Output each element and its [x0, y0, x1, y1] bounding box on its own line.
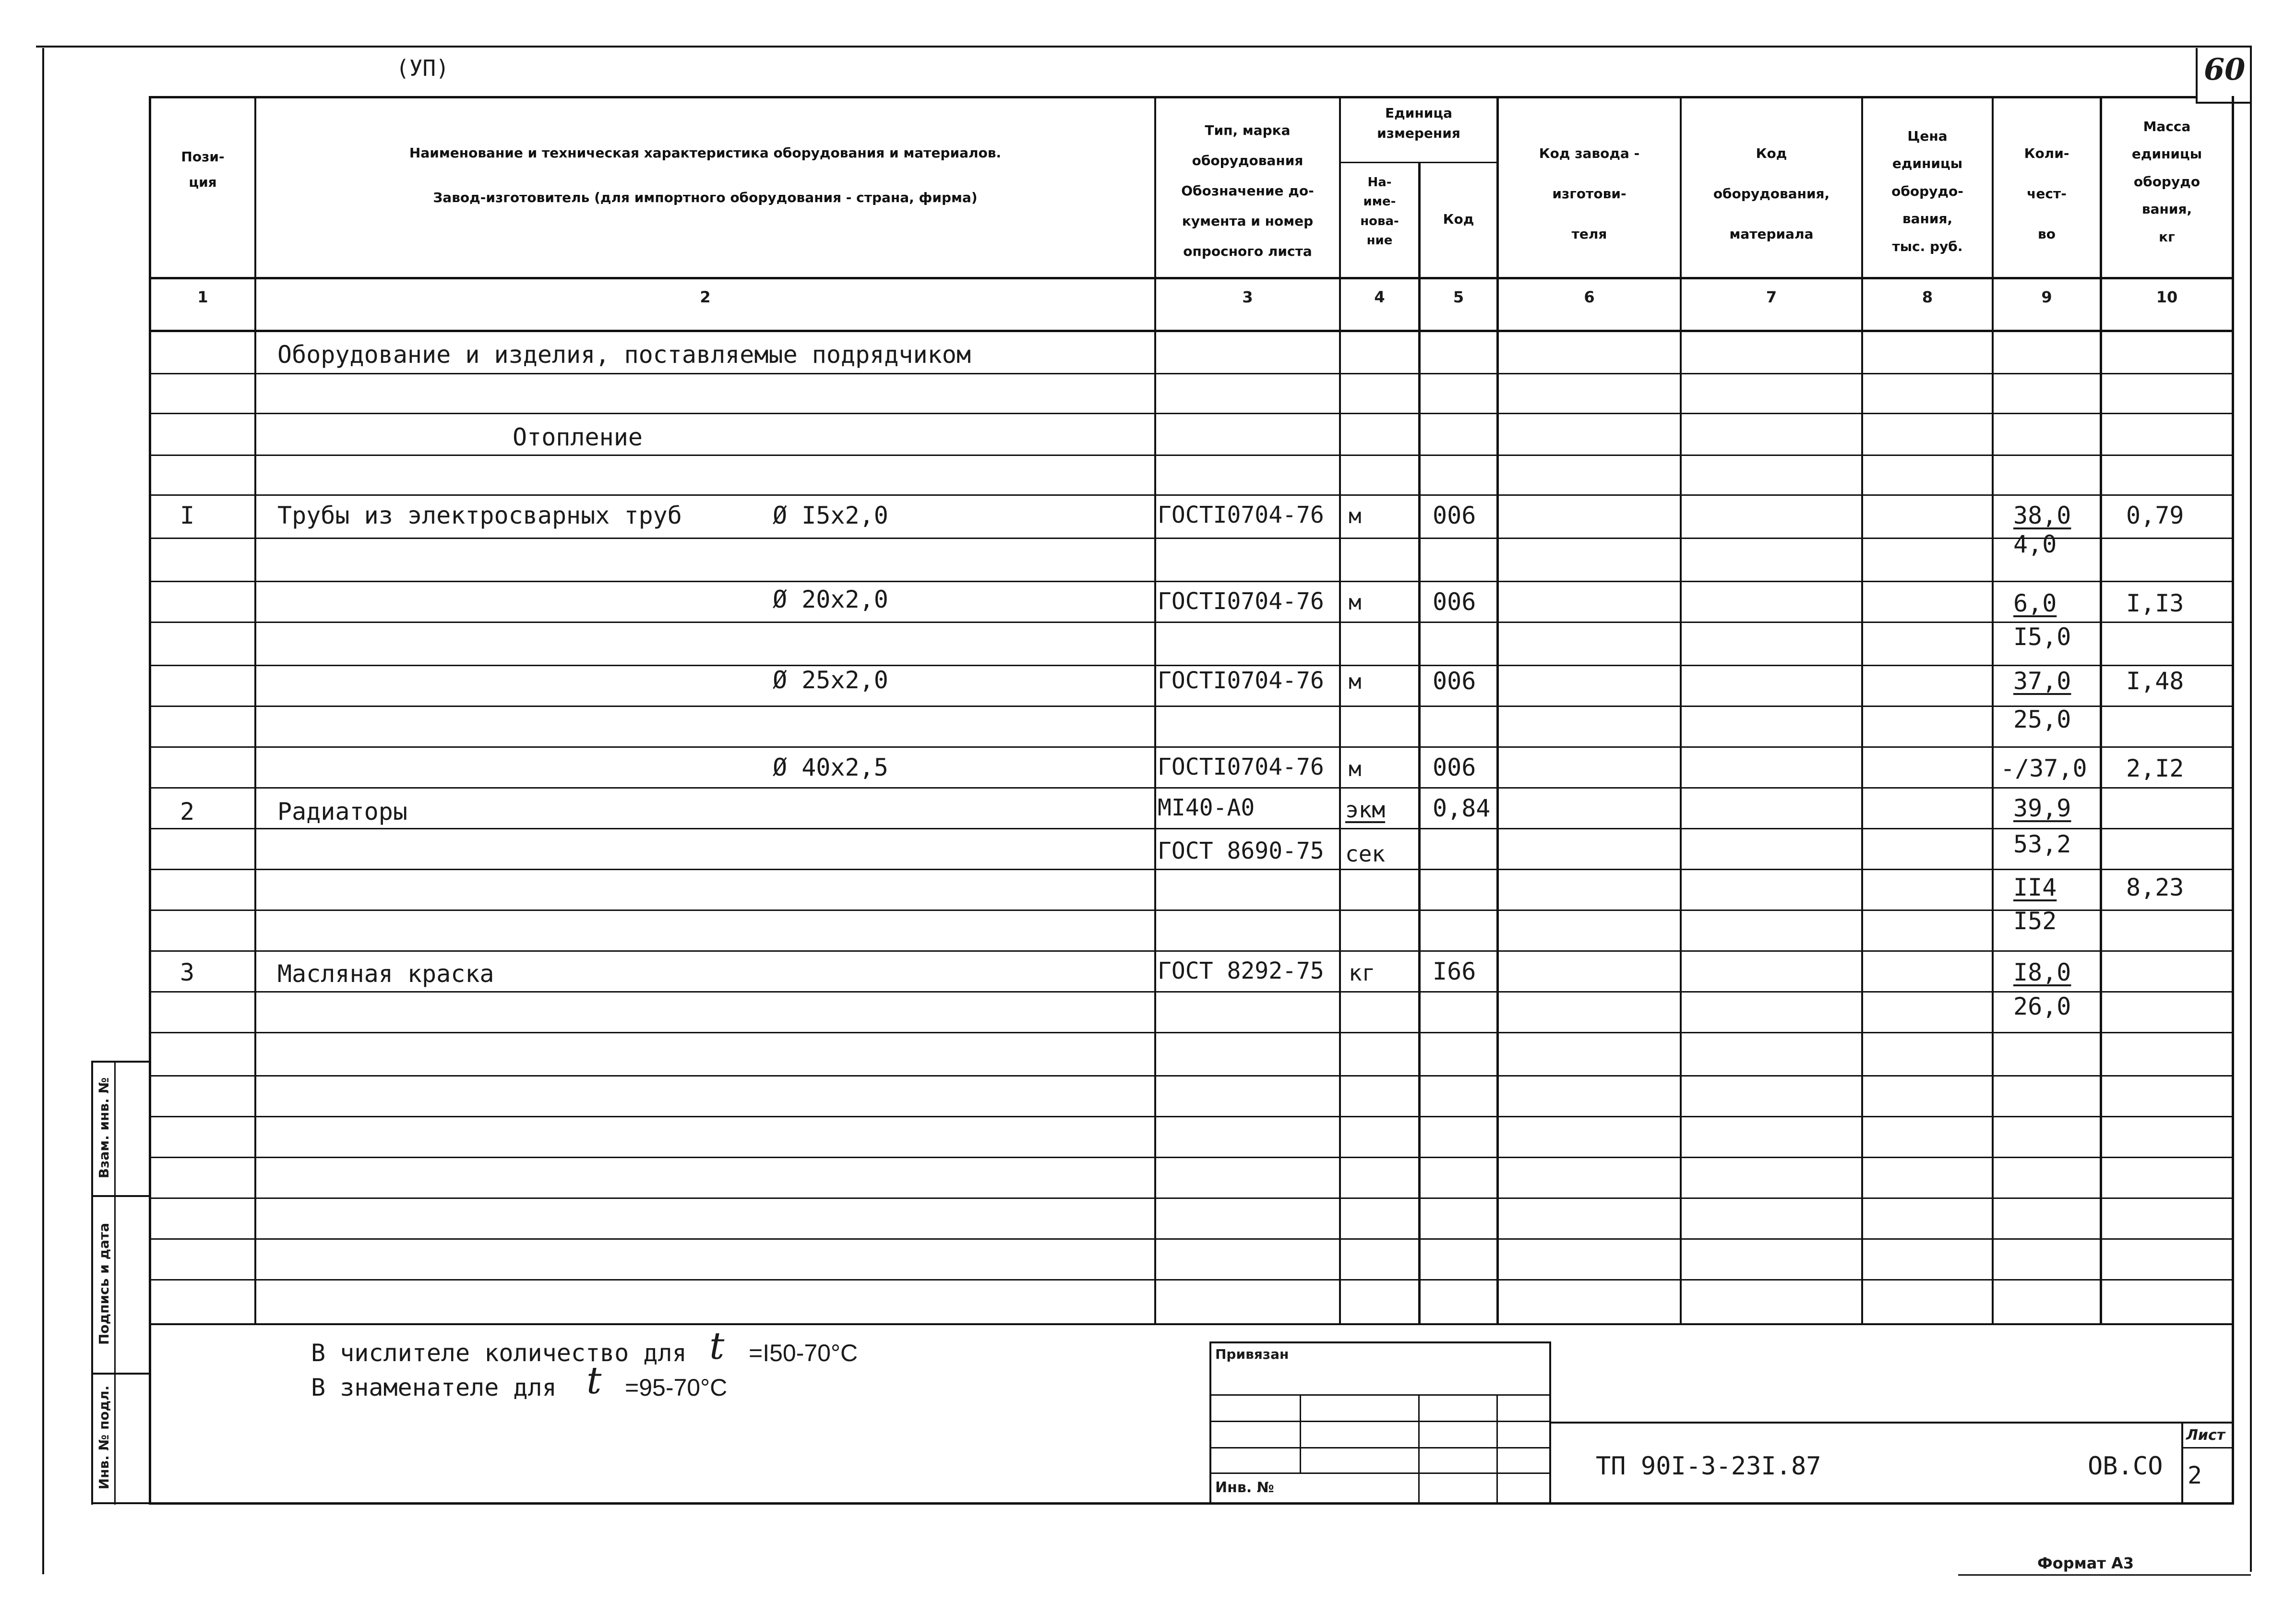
header-col-unit-group: Единица измерения — [1377, 105, 1460, 141]
row-line — [149, 1197, 2234, 1199]
header-col-price: Цена единицы оборудо- вания, тыс. руб. — [1891, 128, 1963, 254]
row5-name: Радиаторы — [277, 798, 407, 826]
stamp-inv-no-label: Инв. № — [1215, 1479, 1274, 1496]
top-label: (УП) — [396, 55, 449, 81]
column-number: 9 — [2041, 288, 2052, 306]
row3-mass: I,48 — [2126, 667, 2184, 695]
row1-name: Трубы из электросварных труб — [277, 502, 682, 529]
row-line — [149, 455, 2234, 456]
row3-code: 006 — [1433, 667, 1476, 695]
header-col-name-line2: Завод-изготовитель (для импортного оборудования - страна, фирма) — [433, 190, 978, 205]
col-line-3 — [1339, 96, 1341, 1325]
note-line2-t: t — [586, 1359, 602, 1402]
row-line — [149, 869, 2234, 870]
stamp-row — [1209, 1421, 1551, 1422]
stamp-col — [1418, 1394, 1420, 1505]
row3-doc: ГОСТI0704-76 — [1158, 667, 1324, 694]
row-line — [149, 746, 2234, 748]
row-line — [149, 1032, 2234, 1033]
section-title: Оборудование и изделия, поставляемые подрядчиком — [277, 341, 971, 369]
sidebar-podpis-label: Подпись и дата — [96, 1222, 112, 1345]
row6-qty-numerator: I8,0 — [2013, 958, 2071, 986]
row5-qty2-denominator: I52 — [2013, 907, 2057, 935]
row-line — [149, 373, 2234, 374]
row1-position: I — [180, 502, 195, 529]
row-line — [149, 665, 2234, 666]
col-line-5 — [1496, 96, 1499, 1325]
row-line — [149, 622, 2234, 623]
row-line — [149, 828, 2234, 829]
row4-qty: -/37,0 — [2000, 754, 2087, 782]
row5-qty1-denominator: 53,2 — [2013, 830, 2071, 858]
row5-unit-1: экм — [1345, 797, 1386, 823]
col-line-6 — [1680, 96, 1682, 1325]
table-top-line — [149, 96, 2197, 98]
stamp-row — [1209, 1394, 1551, 1396]
stamp-col — [1300, 1394, 1301, 1472]
row1-unit: м — [1349, 504, 1362, 528]
page-number: 60 — [2204, 52, 2246, 87]
row4-size: Ø 40x2,5 — [773, 754, 888, 781]
table-left-line — [149, 96, 151, 1505]
column-number: 1 — [197, 288, 208, 306]
outer-frame-right — [2250, 46, 2252, 1572]
page-number-box-left — [2196, 48, 2198, 103]
col-line-4 — [1418, 163, 1421, 1325]
row-line — [149, 706, 2234, 707]
header-col-quantity: Коли- чест- во — [2024, 145, 2069, 242]
header-col-equipment-code: Код оборудования, материала — [1713, 145, 1830, 242]
row-line — [149, 787, 2234, 789]
col-line-2 — [1154, 96, 1156, 1325]
row6-doc: ГОСТ 8292-75 — [1158, 958, 1324, 984]
row5-unit-2: сек — [1345, 841, 1386, 867]
row1-doc: ГОСТI0704-76 — [1158, 502, 1324, 528]
outer-frame-bottom-right — [1958, 1574, 2251, 1576]
row6-unit: кг — [1349, 960, 1375, 986]
row4-mass: 2,I2 — [2126, 754, 2184, 782]
row-line — [149, 1075, 2234, 1077]
column-number: 10 — [2156, 288, 2178, 306]
row3-size: Ø 25x2,0 — [773, 666, 888, 694]
table-bottom-line — [149, 1502, 2234, 1505]
row2-qty-denominator: I5,0 — [2013, 623, 2071, 651]
stamp-privyazan-label: Привязан — [1215, 1346, 1289, 1362]
row4-code: 006 — [1433, 754, 1476, 781]
header-col-mass: Масса единицы оборудо вания, кг — [2131, 119, 2202, 245]
column-number: 6 — [1584, 288, 1595, 306]
title-strip-top — [1549, 1422, 2234, 1424]
header-col-unit-code: Код — [1443, 211, 1474, 227]
row-line — [149, 1116, 2234, 1117]
sidebar-inv-podl-label: Инв. № подл. — [96, 1385, 112, 1490]
row5-mass: 8,23 — [2126, 874, 2184, 901]
row2-unit: м — [1349, 590, 1362, 615]
sidebar-left-line — [91, 1061, 93, 1505]
row-line — [149, 538, 2234, 539]
header-col-doc: Тип, марка оборудования Обозначение до- кумента и номер опросного листа — [1181, 122, 1314, 259]
row-line — [149, 413, 2234, 414]
row6-code: I66 — [1433, 958, 1476, 985]
stamp-top — [1209, 1341, 1551, 1343]
note-line1-prefix: В числителе количество для — [311, 1339, 687, 1367]
row6-qty-denominator: 26,0 — [2013, 993, 2071, 1020]
row1-size: Ø I5x2,0 — [773, 502, 888, 529]
row3-qty-denominator: 25,0 — [2013, 706, 2071, 733]
row-line — [149, 910, 2234, 911]
col-line-9 — [2100, 96, 2102, 1325]
row-line — [149, 494, 2234, 496]
document-code: ТП 90I-3-23I.87 — [1596, 1452, 1821, 1481]
row1-qty-denominator: 4,0 — [2013, 530, 2057, 558]
row5-position: 2 — [180, 798, 195, 826]
header-col-name-line1: Наименование и техническая характеристика оборудования и материалов. — [409, 145, 1002, 161]
row2-size: Ø 20x2,0 — [773, 586, 888, 613]
row1-qty-numerator: 38,0 — [2013, 502, 2071, 529]
col-line-7 — [1861, 96, 1863, 1325]
row5-qty1-numerator: 39,9 — [2013, 794, 2071, 822]
header-col-factory-code: Код завода - изготови- теля — [1539, 145, 1640, 242]
row-line — [149, 991, 2234, 993]
row3-qty-numerator: 37,0 — [2013, 667, 2071, 695]
stamp-row — [1209, 1447, 1551, 1448]
column-number: 5 — [1453, 288, 1464, 306]
sheet-label: Лист — [2186, 1427, 2225, 1444]
row5-doc-1: MI40-A0 — [1158, 794, 1255, 821]
header-col-unit-name: На- име- нова- ние — [1360, 175, 1399, 248]
sheet-box-split — [2181, 1447, 2234, 1448]
row-line — [149, 950, 2234, 952]
note-line2-prefix: В знаменателе для — [311, 1374, 557, 1401]
row-line — [149, 581, 2234, 582]
column-number: 7 — [1766, 288, 1777, 306]
column-number: 2 — [700, 288, 711, 306]
row-line — [149, 1279, 2234, 1281]
row-line — [149, 1323, 2234, 1325]
column-number: 4 — [1374, 288, 1385, 306]
note-line1-value: =I50-70°C — [749, 1340, 858, 1366]
row3-unit: м — [1349, 670, 1362, 694]
col-line-1 — [254, 96, 256, 1325]
outer-frame-top — [36, 46, 2251, 48]
row1-code: 006 — [1433, 502, 1476, 529]
format-label: Формат А3 — [2037, 1554, 2134, 1572]
row2-code: 006 — [1433, 588, 1476, 616]
stamp-row — [1209, 1472, 1551, 1474]
sheet-box-left — [2181, 1422, 2183, 1505]
stamp-left — [1209, 1341, 1211, 1505]
sheet-number: 2 — [2188, 1461, 2202, 1489]
row5-qty2-numerator: II4 — [2013, 874, 2057, 901]
table-right-line — [2232, 96, 2234, 1505]
row5-doc-2: ГОСТ 8690-75 — [1158, 838, 1324, 864]
sidebar-vzam-label: Взам. инв. № — [96, 1077, 112, 1179]
row5-code: 0,84 — [1433, 794, 1491, 822]
stamp-col — [1496, 1394, 1498, 1505]
row-line — [149, 1157, 2234, 1158]
row4-unit: м — [1349, 757, 1362, 781]
subsection-title: Отопление — [513, 423, 643, 451]
document-mark: ОВ.СО — [2088, 1452, 2163, 1481]
column-number: 8 — [1922, 288, 1933, 306]
unit-header-split-line — [1339, 162, 1496, 163]
note-line1-t: t — [709, 1325, 725, 1368]
row4-doc: ГОСТI0704-76 — [1158, 754, 1324, 780]
row6-name: Масляная краска — [277, 960, 494, 988]
row2-mass: I,I3 — [2126, 589, 2184, 617]
row6-position: 3 — [180, 958, 195, 986]
header-bottom-line — [149, 277, 2234, 279]
row-line — [149, 1238, 2234, 1240]
column-number-bottom-line — [149, 330, 2234, 332]
note-line2-value: =95-70°C — [625, 1374, 728, 1401]
sidebar-mid-line — [114, 1061, 116, 1505]
row2-doc: ГОСТI0704-76 — [1158, 588, 1324, 615]
row1-mass: 0,79 — [2126, 502, 2184, 529]
outer-frame-left — [42, 48, 44, 1574]
page-number-box-bottom — [2196, 102, 2251, 104]
column-number: 3 — [1242, 288, 1253, 306]
header-col-position: Пози- ция — [181, 149, 225, 191]
col-line-8 — [1992, 96, 1994, 1325]
row2-qty-numerator: 6,0 — [2013, 589, 2057, 617]
